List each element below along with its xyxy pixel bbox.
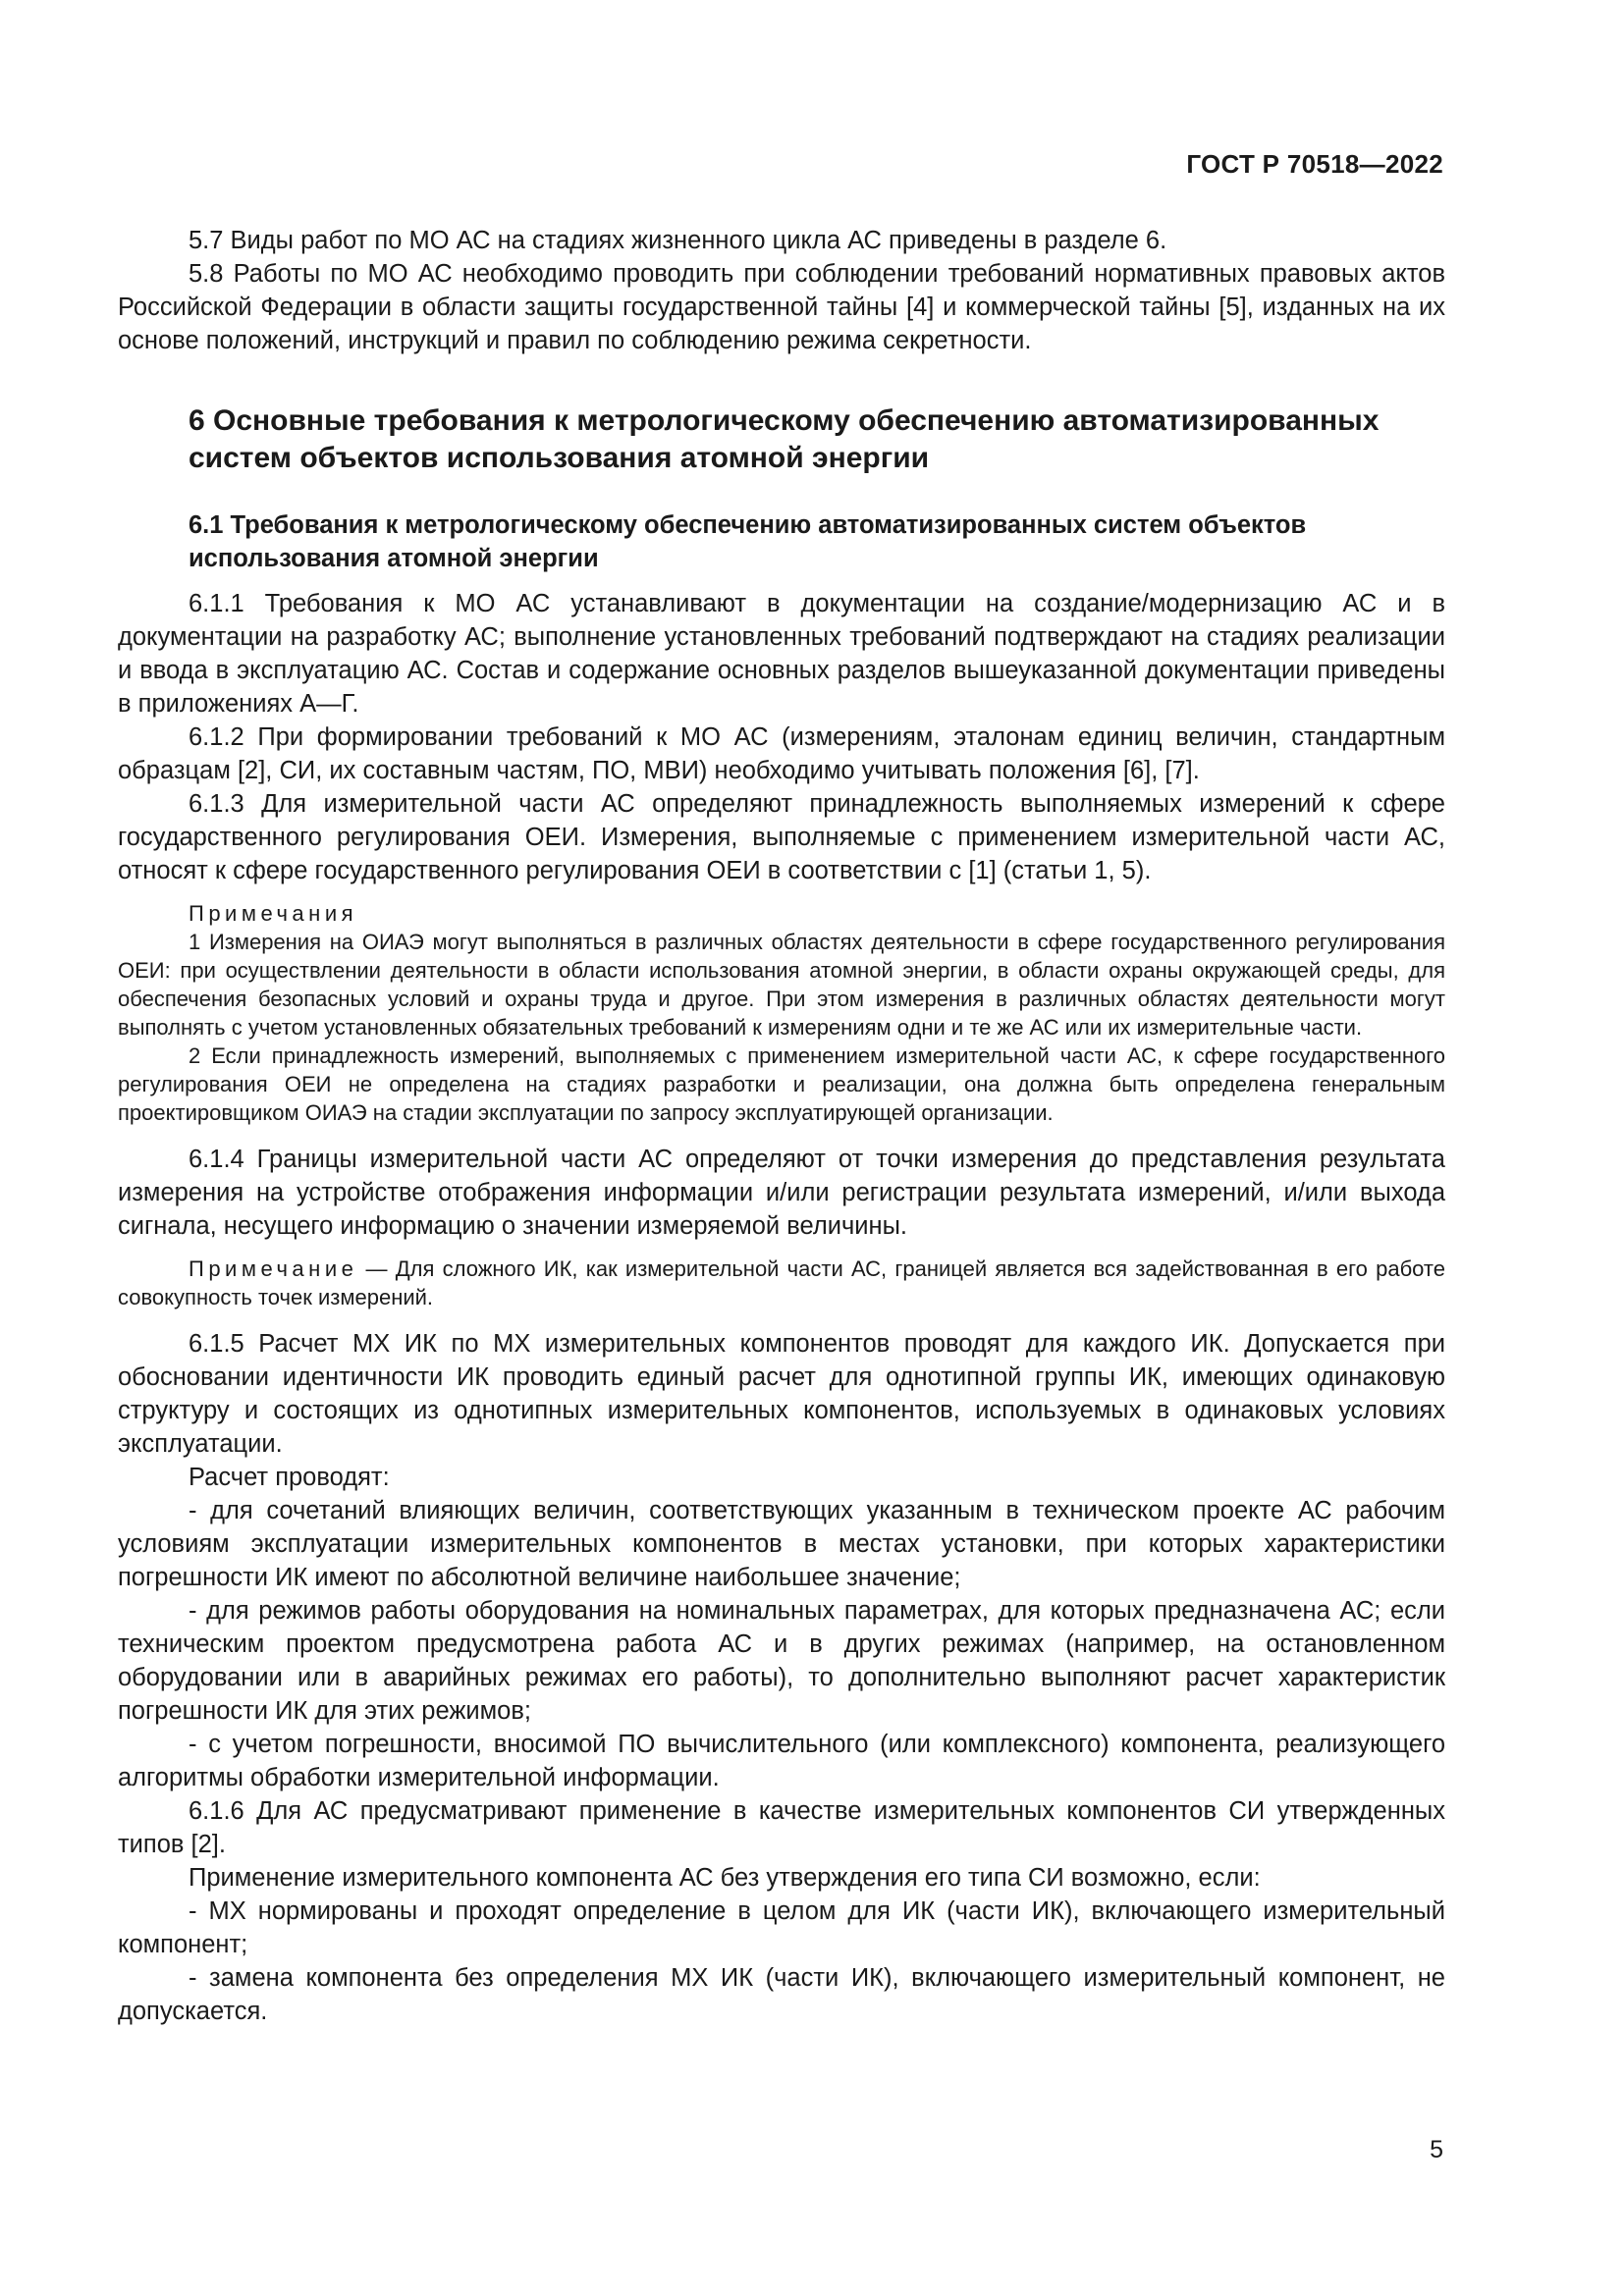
paragraph-6-1-5: 6.1.5 Расчет МХ ИК по МХ измерительных компонентов проводят для каждого ИК. Допускается при обосновании идентичности ИК проводить единый расчет для однотипной группы ИК, имеющих одинаковую структуру и состоящих из однотипных измерительных компонентов, используемых в одинаковых условиях эксплуатации. [118, 1330, 1445, 1458]
note-single [118, 1255, 1445, 1311]
paragraph-6-1-4: 6.1.4 Границы измерительной части АС определяют от точки измерения до представления результата измерения на устройстве отображения информации и/или регистрации результата измерений, и/или выхода сигнала, несущего информацию о значении измеряемой величины. [118, 1146, 1445, 1240]
paragraph-6-1-3: 6.1.3 Для измерительной части АС определяют принадлежность выполняемых измерений к сфере государственного регулирования ОЕИ. Измерения, выполняемые с применением измерительной части АС, относят к сфере государственного регулирования ОЕИ в соответствии с [1] (статьи 1, 5). [118, 790, 1445, 884]
note-2: 2 Если принадлежность измерений, выполняемых с применением измерительной части АС, к сфере государственного регулирования ОЕИ не определена на стадиях разработки и реализации, она должна быть определена генеральным проектировщиком ОИАЭ на стадии эксплуатации по запросу эксплуатирующей организации. [118, 1043, 1445, 1125]
page-content [118, 224, 1445, 2028]
paragraph-6-1-6: 6.1.6 Для АС предусматривают применение в качестве измерительных компонентов СИ утвержденных типов [2]. [118, 1797, 1445, 1858]
note-single-label: Примечание [189, 1256, 358, 1281]
paragraph-calc-item-3: - с учетом погрешности, вносимой ПО вычислительного (или комплексного) компонента, реализующего алгоритмы обработки измерительной информации. [118, 1731, 1445, 1791]
paragraph-apply-item-2: - замена компонента без определения МХ ИК (части ИК), включающего измерительный компонент, не допускается. [118, 1964, 1445, 2025]
paragraph-apply-item-1: - МХ нормированы и проходят определение в целом для ИК (части ИК), включающего измерительный компонент; [118, 1897, 1445, 1958]
page-number: 5 [1430, 2136, 1443, 2163]
paragraph-calc-item-1: - для сочетаний влияющих величин, соответствующих указанным в техническом проекте АС рабочим условиям эксплуатации измерительных компонентов в местах установки, при которых характеристики погрешности ИК имеют по абсолютной величине наибольшее значение; [118, 1497, 1445, 1591]
paragraph-apply: Применение измерительного компонента АС без утверждения его типа СИ возможно, если: [189, 1864, 1261, 1892]
note-1: 1 Измерения на ОИАЭ могут выполняться в различных областях деятельности в сфере государственного регулирования ОЕИ: при осуществлении деятельности в области использования атомной энергии, в области охраны окружающей среды, для обеспечения безопасных условий и охраны труда и другое. При этом измерения в различных областях деятельности могут выполнять с учетом установленных обязательных требований к измерениям одни и те же АС или их измерительные части. [118, 930, 1445, 1040]
note-single-block [118, 1255, 1445, 1311]
paragraph-6-1-2: 6.1.2 При формировании требований к МО АС (измерениям, эталонам единиц величин, стандартным образцам [2], СИ, их составным частям, ПО, МВИ) необходимо учитывать положения [6], [7]. [118, 723, 1445, 784]
notes-block [118, 899, 1445, 1127]
paragraph-5-8: 5.8 Работы по МО АС необходимо проводить при соблюдении требований нормативных правовых актов Российской Федерации в области защиты государственной тайны [4] и коммерческой тайны [5], изданных на их основе положений, инструкций и правил по соблюдению режима секретности. [118, 260, 1445, 354]
paragraph-calc: Расчет проводят: [189, 1464, 390, 1491]
paragraph-6-1-1: 6.1.1 Требования к МО АС устанавливают в документации на создание/модернизацию АС и в документации на разработку АС; выполнение установленных требований подтверждают на стадиях реализации и ввода в эксплуатацию АС. Состав и содержание основных разделов вышеуказанной документации приведены в приложениях А—Г. [118, 590, 1445, 718]
section-6-title: 6 Основные требования к метрологическому обеспечению автоматизированных систем объектов использования атомной энергии [189, 404, 1380, 474]
paragraph-calc-item-2: - для режимов работы оборудования на номинальных параметрах, для которых предназначена АС; если техническим проектом предусмотрена работа АС и в других режимах (например, на остановленном оборудовании или в аварийных режимах его работы), то дополнительно выполняют расчет характеристик погрешности ИК для этих режимов; [118, 1597, 1445, 1725]
paragraph-5-7: 5.7 Виды работ по МО АС на стадиях жизненного цикла АС приведены в разделе 6. [189, 227, 1167, 254]
notes-label: Примечания [189, 901, 358, 926]
section-6-1-title: 6.1 Требования к метрологическому обеспечению автоматизированных систем объектов использования атомной энергии [189, 511, 1307, 572]
document-code: ГОСТ Р 70518—2022 [1186, 149, 1443, 179]
note-single-text: — Для сложного ИК, как измерительной части АС, границей является вся задействованная в его работе совокупность точек измерений. [118, 1256, 1445, 1309]
